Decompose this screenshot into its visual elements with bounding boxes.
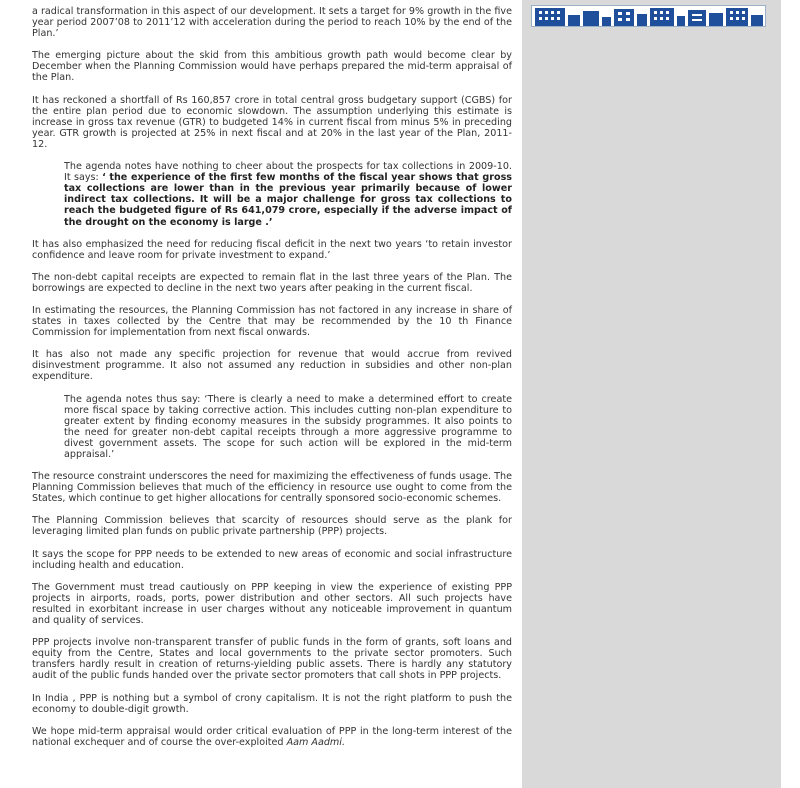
quote-tax-collections: [64, 161, 512, 228]
sidebar: [522, 0, 781, 788]
paragraph-scarcity: The Planning Commission believes that scarcity of resources should serve as the plank for leveraging limited plan funds on public private partnership (PPP) projects.: [32, 515, 512, 538]
conclusion-text: We hope mid-term appraisal would order critical evaluation of PPP in the long-term interest of the national exchequer and of course the over-exploited: [32, 725, 512, 748]
paragraph-estimating-resources: In estimating the resources, the Planning Commission has not factored in any increase in share of states in taxes collected by the Centre that may be recommended by the 10 th Finance Commission for implementation from next fiscal onwards.: [32, 304, 512, 339]
paragraph-crony-capitalism: In India , PPP is nothing but a symbol of crony capitalism. It is not the right platform to push the economy to double-digit growth.: [32, 692, 512, 715]
paragraph-tread-cautiously: The Government must tread cautiously on PPP keeping in view the experience of existing PPP projects in airports, roads, ports, power distribution and other sectors. All such projects have resulted in exorbitant increase in user charges without any noticeable improvement in quantum and quality of services.: [32, 581, 512, 627]
article-body: [32, 6, 512, 759]
aam-aadmi-emphasis: Aam Aadmi.: [286, 736, 345, 748]
building-skyline-banner-icon: [531, 5, 766, 27]
paragraph-ppp-scope: It says the scope for PPP needs to be extended to new areas of economic and social infrastructure including health and education.: [32, 548, 512, 571]
paragraph-conclusion: [32, 726, 512, 748]
skyline-graphic: [532, 6, 765, 26]
paragraph-non-debt-receipts: The non-debt capital receipts are expected to remain flat in the last three years of the Plan. The borrowings are expected to decline in the next two years after peaking in the current fiscal.: [32, 271, 512, 294]
paragraph-shortfall: It has reckoned a shortfall of Rs 160,857 crore in total central gross budgetary support (CGBS) for the entire plan period due to economic slowdown. The assumption underlying this estimate is increase in gross tax revenue (GTR) to budgeted 14% in current fiscal from minus 5% in preceding year. GTR growth is projected at 25% in next fiscal and at 20% in the last year of the Plan, 2011-12.: [32, 94, 512, 150]
paragraph-fiscal-deficit: It has also emphasized the need for reducing fiscal deficit in the next two years ‘to retain investor confidence and leave room for private investment to expand.’: [32, 238, 512, 261]
quote-lead: The agenda notes have nothing to cheer about the prospects for tax collections in 2009-10. It says:: [64, 161, 512, 184]
paragraph-emerging-picture: The emerging picture about the skid from this ambitious growth path would become clear by December when the Planning Commission would have perhaps prepared the mid-term appraisal of the Plan.: [32, 50, 512, 84]
paragraph-resource-constraint: The resource constraint underscores the need for maximizing the effectiveness of funds usage. The Planning Commission believes that much of the efficiency in resource use ought to come from the States, which continue to get higher allocations for centrally sponsored socio-economic schemes.: [32, 471, 512, 505]
paragraph-disinvestment: It has also not made any specific projection for revenue that would accrue from revived disinvestment programme. It also not assumed any reduction in subsidies and other non-plan expenditure.: [32, 349, 512, 383]
paragraph-ppp-transfers: PPP projects involve non-transparent transfer of public funds in the form of grants, soft loans and equity from the Centre, States and local governments to the private sector promoters. Such transfers hardly result in creation of returns-yielding public assets. There is hardly any statutory audit of the public funds handed over the private sector promoters that call shots in PPP projects.: [32, 637, 512, 682]
paragraph-growth-target: a radical transformation in this aspect of our development. It sets a target for 9% growth in the five year period 2007’08 to 2011’12 with acceleration during the period to reach 10% by the end of the Plan.’: [32, 6, 512, 40]
quote-fiscal-space: The agenda notes thus say: ‘There is clearly a need to make a determined effort to create more fiscal space by taking corrective action. This includes cutting non-plan expenditure to greater extent by finding economy measures in the subsidy programmes. It also points to the need for greater non-debt capital receipts through a more aggressive programme to divest government assets. The scope for such action will be explored in the mid-term appraisal.’: [64, 393, 512, 460]
quote-bold-text: ‘ the experience of the first few months of the fiscal year shows that gross tax collections are lower than in the previous year primarily because of lower indirect tax collections. It will be a major challenge for gross tax collections to reach the budgeted figure of Rs 641,079 crore, especially if the adverse impact of the drought on the economy is large .’: [64, 172, 512, 228]
